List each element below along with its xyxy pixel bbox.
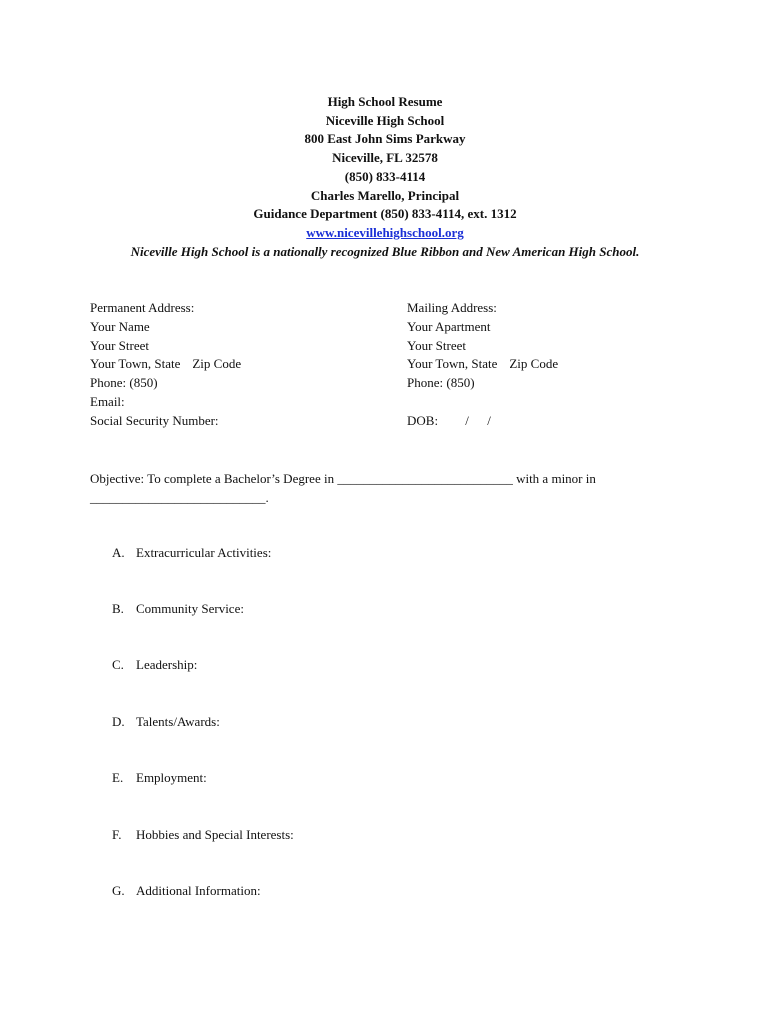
section-label: Additional Information:: [136, 883, 261, 898]
mailing-street: Your Street: [407, 337, 466, 353]
mailing-town: Your Town, State: [407, 356, 498, 372]
permanent-street: Your Street: [90, 337, 149, 353]
section-label: Employment:: [136, 770, 207, 785]
section-label: Community Service:: [136, 601, 244, 616]
mailing-zip: Zip Code: [509, 356, 559, 372]
section-talents-awards: D. Talents/Awards:: [112, 714, 220, 729]
dob-separator: /: [487, 412, 491, 428]
section-extracurricular: A. Extracurricular Activities:: [112, 545, 272, 560]
objective-line-2: ___________________________.: [90, 490, 269, 505]
mailing-address-block: [407, 299, 558, 431]
dob-label: DOB:: [407, 412, 439, 428]
school-phone: (850) 833-4114: [344, 168, 426, 184]
mailing-apartment: Your Apartment: [407, 318, 491, 334]
objective-line-1: Objective: To complete a Bachelor’s Degree in ___________________________ with a minor in: [90, 471, 596, 486]
permanent-email: Email:: [90, 393, 125, 409]
permanent-town: Your Town, State: [90, 356, 181, 372]
ssn-label: Social Security Number:: [90, 412, 219, 428]
mailing-town-line: [407, 355, 558, 374]
section-employment: E. Employment:: [112, 770, 207, 785]
mailing-phone: Phone: (850): [407, 375, 475, 391]
section-label: Hobbies and Special Interests:: [136, 827, 294, 842]
objective-statement: [90, 469, 690, 507]
section-label: Extracurricular Activities:: [136, 545, 272, 560]
school-website-link[interactable]: www.nicevillehighschool.org: [306, 224, 464, 240]
guidance-contact: Guidance Department (850) 833-4114, ext. 1312: [253, 206, 517, 222]
section-label: Leadership:: [136, 657, 198, 672]
school-city: Niceville, FL 32578: [332, 150, 438, 166]
permanent-phone: Phone: (850): [90, 375, 158, 391]
mailing-address-heading: Mailing Address:: [407, 300, 497, 315]
principal-name: Charles Marello, Principal: [310, 187, 460, 203]
school-name: Niceville High School: [325, 112, 445, 128]
permanent-zip: Zip Code: [192, 356, 242, 372]
school-tagline: Niceville High School is a nationally recognized Blue Ribbon and New American High School.: [130, 243, 640, 259]
permanent-address-block: [90, 299, 241, 431]
dob-separator: /: [465, 412, 469, 428]
letterhead: [0, 93, 770, 261]
section-community-service: B. Community Service:: [112, 601, 244, 616]
school-street: 800 East John Sims Parkway: [304, 131, 466, 147]
section-hobbies: F. Hobbies and Special Interests:: [112, 827, 294, 842]
document-title: High School Resume: [327, 94, 443, 109]
permanent-address-heading: Permanent Address:: [90, 300, 195, 315]
section-label: Talents/Awards:: [136, 714, 220, 729]
section-leadership: C. Leadership:: [112, 657, 198, 672]
section-additional-info: G. Additional Information:: [112, 883, 261, 898]
permanent-town-line: [90, 355, 241, 374]
permanent-name: Your Name: [90, 318, 150, 334]
dob-line: [407, 412, 558, 431]
